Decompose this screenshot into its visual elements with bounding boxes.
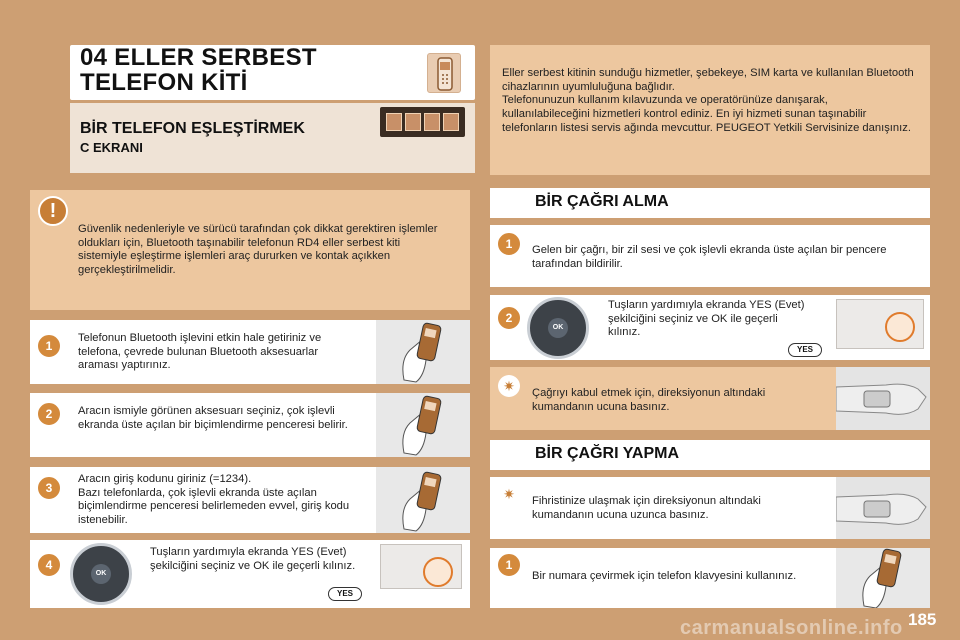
make-call-title: BİR ÇAĞRI YAPMA [535, 445, 680, 462]
hand-phone-icon [836, 548, 930, 608]
warning-panel [30, 190, 470, 310]
step-text: Bir numara çevirmek için telefon klavyesini kullanınız. [532, 570, 797, 582]
make-step [490, 548, 930, 608]
pairing-step [30, 320, 470, 384]
yes-button-icon: YES [788, 343, 822, 357]
dpad-control-icon [527, 297, 589, 359]
radio-unit-icon [380, 544, 462, 589]
hand-phone-icon [376, 320, 470, 384]
step-number-badge: 3 [36, 475, 62, 501]
step-number-badge: 1 [496, 231, 522, 257]
receive-call-title: BİR ÇAĞRI ALMA [535, 193, 669, 210]
warning-text: Güvenlik nedenleriyle ve sürücü tarafından çok dikkat gerektiren işlemler oldukları için, Bluetooth taşınabilir telefonun RD4 eller serbest kiti sistemiyle eşleştirme işlemleri araç dururken ve kontak açıkken gerçekleştirilmelidir. [78, 223, 438, 277]
step-number-badge: 1 [36, 333, 62, 359]
radio-unit-icon [836, 299, 924, 349]
mobile-phone-icon [427, 53, 461, 93]
pairing-step [30, 467, 470, 533]
stalk-control-image [836, 367, 930, 430]
receive-step [490, 295, 930, 360]
step-text: Fihristinize ulaşmak için direksiyonun altındaki kumandanın ucuna uzunca basınız. [532, 495, 761, 521]
pairing-step [30, 540, 470, 608]
ok-button-icon: OK [91, 564, 111, 584]
step-text: Aracın giriş kodunu giriniz (=1234). Bazı telefonlarda, çok işlevli ekranda üste açılan biçimlendirme penceresi belirlemeden evvel, giriş kodu istenebilir. [78, 473, 350, 527]
pairing-step [30, 393, 470, 457]
watermark: carmanualsonline.info [680, 617, 903, 639]
warning-icon: ! [38, 196, 68, 226]
step-text: Telefonun Bluetooth işlevini etkin hale getiriniz ve telefona, çevrede bulunan Bluetooth aksesuarlar araması yaptırınız. [78, 332, 322, 372]
step-text: Gelen bir çağrı, bir zil sesi ve çok işlevli ekranda üste açılan bir pencere tarafından bildirilir. [532, 244, 887, 270]
step-text: Tuşların yardımıyla ekranda YES (Evet) şekilciğini seçiniz ve OK ile geçerli kılınız. [150, 546, 356, 572]
step-text: Tuşların yardımıyla ekranda YES (Evet) şekilciğini seçiniz ve OK ile geçerli kılınız. [608, 299, 805, 339]
step-number-badge: 2 [36, 401, 62, 427]
stalk-control-image [836, 477, 930, 539]
page-title: 04 ELLER SERBEST TELEFON KİTİ [80, 44, 317, 96]
step-number-badge: 1 [496, 552, 522, 578]
yes-button-icon: YES [328, 587, 362, 601]
make-call-header [490, 440, 930, 470]
step-text: Çağrıyı kabul etmek için, direksiyonun altındaki kumandanın ucuna basınız. [532, 387, 766, 413]
hand-phone-icon [376, 393, 470, 457]
step-number-badge: 4 [36, 552, 62, 578]
steering-control-icon: ✷ [498, 483, 520, 505]
dpad-control-icon [70, 543, 132, 605]
subtitle-panel [70, 103, 475, 173]
screen-label: C EKRANI [80, 140, 143, 155]
display-screen-icon [380, 107, 465, 137]
title-panel [70, 45, 475, 100]
ok-button-icon: OK [548, 318, 568, 338]
make-step [490, 477, 930, 539]
intro-panel [490, 45, 930, 175]
step-text: Aracın ismiyle görünen aksesuarı seçiniz, çok işlevli ekranda üste açılan bir biçimlendirme penceresi belirir. [78, 405, 348, 431]
section-subtitle: BİR TELEFON EŞLEŞTİRMEK [80, 120, 305, 137]
receive-step [490, 225, 930, 287]
intro-text: Eller serbest kitinin sunduğu hizmetler, şebekeye, SIM karta ve kullanılan Bluetooth cihazlarının uyumluluğuna bağlıdır. Telefonunuzun kullanım kılavuzunda ve operatörünüze danışarak, kullanılabileceğini hizmetleri kontrol ediniz. En iyi hizmeti sunan taşınabilir telefonların listesi servis ağında mevcuttur. PEUGEOT Yetkili Servisinize danışınız. [502, 67, 914, 134]
receive-call-header [490, 188, 930, 218]
page-number: 185 [908, 610, 937, 629]
hand-phone-icon [376, 467, 470, 533]
steering-control-icon: ✷ [498, 375, 520, 397]
receive-step [490, 367, 930, 430]
step-number-badge: 2 [496, 305, 522, 331]
